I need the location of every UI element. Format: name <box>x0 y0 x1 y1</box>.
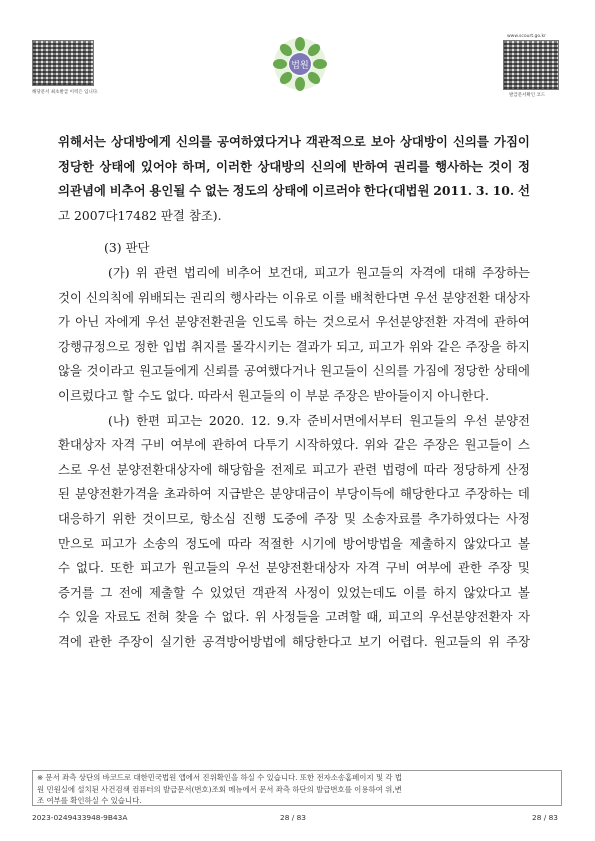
word: 이러한 <box>216 158 252 174</box>
word: 구비 <box>140 437 165 453</box>
word: 분양전 <box>494 412 530 428</box>
word: 이를 <box>402 584 427 600</box>
word: 있어야 <box>140 158 177 174</box>
word: 없다. <box>221 609 250 625</box>
word: 수 <box>191 584 204 600</box>
word: 부분 <box>305 387 330 403</box>
word: 우선 <box>145 314 170 330</box>
word: 산정 <box>505 461 530 477</box>
word: 다투기 <box>253 437 290 453</box>
word: 그 <box>100 584 113 600</box>
word: 권리의 <box>190 289 226 305</box>
word: 해당함을 <box>217 461 266 477</box>
paragraph-gap <box>58 228 530 236</box>
text-line <box>58 335 530 360</box>
word: 2020. <box>208 412 245 428</box>
issue-number: 2023-0249433948-9B43A <box>32 813 128 822</box>
word: 적절한 <box>258 535 294 551</box>
word: 우선 <box>235 560 260 576</box>
word: 방어방법을 <box>342 535 403 551</box>
word: 관하여 <box>493 314 530 330</box>
word: 볼 <box>517 584 530 600</box>
word: 자격 <box>111 437 136 453</box>
word: (나) <box>108 412 130 428</box>
word: 이유로 <box>282 289 318 305</box>
text-line <box>58 458 530 483</box>
word: 자에게 <box>104 314 141 330</box>
word: 관한 <box>88 633 112 649</box>
word: 우선 <box>87 461 112 477</box>
word: 항소심 <box>199 510 236 526</box>
word: 및 <box>344 510 357 526</box>
text-line <box>58 179 530 204</box>
word: 상태에 <box>272 183 309 199</box>
word: 하지 <box>433 584 458 600</box>
word: 사정 <box>506 510 530 526</box>
word: 주장은 <box>423 437 459 453</box>
word: 부당이득에 <box>334 486 395 502</box>
word: 자료도 <box>104 609 141 625</box>
word: 주장이 <box>118 633 155 649</box>
word: 위한 <box>111 510 136 526</box>
word: 되고, <box>336 338 364 354</box>
word: 실기한 <box>160 633 197 649</box>
text-line <box>58 359 530 384</box>
word: 인도록 <box>252 314 288 330</box>
word: 따라서 <box>197 387 234 403</box>
word: 주장 <box>314 510 338 526</box>
notice-line: 조 여부를 확인하실 수 있습니다. <box>37 796 142 805</box>
word: 사정이 <box>294 584 331 600</box>
word: 않았다고 <box>463 584 512 600</box>
word: 2011. <box>433 183 473 199</box>
text-line <box>58 261 530 286</box>
word: 우선 <box>463 412 488 428</box>
word: 원고들이 <box>464 437 513 453</box>
word: 환대상자 <box>58 437 106 453</box>
text-line <box>58 556 530 581</box>
word: 위와 <box>364 437 389 453</box>
word: 9.자 <box>276 412 301 428</box>
word: 의관념에 <box>58 183 106 199</box>
word: 및 <box>517 560 530 576</box>
word: 관한 <box>457 560 482 576</box>
notice-line: 원 민원실에 설치된 사건검색 컴퓨터의 발급문서(번호)조회 메뉴에서 문서 좌측 하단의 발급번호를 이용하여 위,변 <box>37 784 402 794</box>
word: 이르렀다고 <box>58 387 118 403</box>
word: 지급받은 <box>217 486 265 502</box>
word: 입법 <box>162 338 187 354</box>
word: 판결 <box>160 207 185 223</box>
word: 신의칙에 <box>86 289 134 305</box>
word: 취지를 <box>191 338 227 354</box>
word: 강행규정으로 <box>58 338 130 354</box>
word: 데 <box>517 486 530 502</box>
word: 원고들의 <box>355 264 404 280</box>
word: 이를 <box>322 289 346 305</box>
word: 신의에 <box>310 158 347 174</box>
word: 주장은 <box>333 387 370 403</box>
word: 준비서면에서부터 <box>307 412 403 428</box>
word: 배척한다면 <box>350 289 410 305</box>
word: 상대방에게 <box>111 134 171 149</box>
word: 않을 <box>58 363 82 379</box>
word: 정당한 <box>58 158 94 174</box>
word: 위해서는 <box>58 134 106 149</box>
word: 수 <box>58 560 70 576</box>
word: 정한 <box>134 338 159 354</box>
word: 원고들의 <box>433 633 482 649</box>
page-number-right: 28 / 83 <box>532 813 558 822</box>
word: 대응하기 <box>58 510 106 526</box>
barcode-left-caption: 해당문서 최초발급 이력은 입니다. <box>32 90 99 95</box>
word: 가 <box>58 314 70 330</box>
word: 여부에 <box>170 437 207 453</box>
word: 해당한다고 <box>399 486 460 502</box>
verification-notice <box>32 770 562 806</box>
word: 초과하여 <box>164 486 212 502</box>
word: 주장하는 <box>482 264 530 280</box>
word: 같은 <box>393 437 418 453</box>
word: 위와 <box>408 338 433 354</box>
word: 주장 <box>487 560 512 576</box>
word: 원고들의 <box>409 412 458 428</box>
text-line <box>58 630 530 655</box>
word: 스 <box>517 437 530 453</box>
word: 12. <box>250 412 271 428</box>
word: 것이므로, <box>142 510 194 526</box>
word: 객관적으로 <box>305 134 366 149</box>
document-body <box>58 130 530 654</box>
word: 된 <box>58 486 70 502</box>
word: 것이 <box>58 289 82 305</box>
word: 증거를 <box>58 584 94 600</box>
word: 분양전환 <box>442 289 490 305</box>
word: 분양대금이 <box>270 486 330 502</box>
word: 자격 <box>355 560 380 576</box>
word: 판단 <box>125 240 150 256</box>
word: 시작하였다. <box>294 437 359 453</box>
text-line <box>58 605 530 630</box>
word: 고려할 <box>325 609 362 625</box>
word: 자격에 <box>409 264 446 280</box>
word: 대상자 <box>494 289 530 305</box>
word: 몰각시키는 <box>231 338 292 354</box>
word: 있었던 <box>209 584 246 600</box>
word: 어렵다. <box>388 633 428 649</box>
word: 소송자료를 <box>362 510 423 526</box>
word: 것으로서 <box>322 314 371 330</box>
word: 3. <box>475 183 489 199</box>
word: 소송의 <box>142 535 179 551</box>
word: 없다. <box>76 560 104 576</box>
word: 분양전환대상자 <box>265 560 350 576</box>
word: 공여하였다거나 <box>217 134 301 149</box>
word: 같은 <box>437 338 462 354</box>
word: 없는 <box>204 183 229 199</box>
word: 공여했다거나 <box>243 363 316 379</box>
word: 정 <box>517 158 530 174</box>
word: 주장하는 <box>464 486 513 502</box>
word: 있었는데도 <box>336 584 397 600</box>
word: 참조). <box>188 207 222 223</box>
word: 스로 <box>58 461 82 477</box>
word: 신의를 <box>452 134 489 149</box>
word: 결과가 <box>295 338 332 354</box>
word: 보기 <box>357 633 382 649</box>
text-line <box>58 286 530 311</box>
word: 권리를 <box>393 158 430 174</box>
text-line <box>58 532 530 557</box>
word: 수도 <box>137 387 162 403</box>
word: 것이 <box>488 158 513 174</box>
text-line <box>58 384 530 409</box>
word: 신뢰를 <box>203 363 240 379</box>
word: (가) <box>108 264 130 280</box>
word: 우선 <box>414 289 438 305</box>
notice-line: ※ 문서 좌측 상단의 바코드로 대한민국법원 앱에서 진위확인을 하실 수 있습니다. 또한 전자소송홈페이지 및 각 법 <box>37 773 403 782</box>
word: 하지 <box>505 338 530 354</box>
word: 정당하게 <box>452 461 501 477</box>
word: 해당한다고 <box>292 633 352 649</box>
word: 행사라는 <box>230 289 278 305</box>
word: 대해 <box>452 264 476 280</box>
word: 추가하였다는 <box>428 510 500 526</box>
text-line <box>58 155 530 180</box>
word: 선 <box>518 183 530 199</box>
barcode-right <box>503 40 559 90</box>
word: 위 <box>135 264 148 280</box>
word: 10. <box>492 183 515 199</box>
word: 위 <box>487 633 500 649</box>
word: 이르러야 <box>312 183 360 199</box>
word: 관련 <box>153 264 178 280</box>
word: 제출하지 <box>409 535 458 551</box>
word: 법령에 <box>382 461 419 477</box>
word: 상대방의 <box>257 158 306 174</box>
word: 아니한다. <box>437 387 490 403</box>
word: 제출할 <box>149 584 185 600</box>
word: 하며, <box>182 158 211 174</box>
word: 피고가 <box>140 560 176 576</box>
word: 분양전환가격을 <box>75 486 159 502</box>
word: 비추어 <box>109 183 146 199</box>
word: 또한 <box>110 560 134 576</box>
word: 시기에 <box>300 535 337 551</box>
word: 아닌 <box>75 314 100 330</box>
word: 피고가 <box>368 338 405 354</box>
seal-text: 법원 <box>291 61 309 71</box>
word: 만으로 <box>58 535 94 551</box>
word: 원고들에게 <box>138 363 199 379</box>
word: 상태에 <box>494 363 530 379</box>
court-seal-icon <box>272 36 328 92</box>
word: 원고들이 <box>320 363 369 379</box>
word: 주장을 <box>465 338 502 354</box>
word: 전혀 <box>145 609 170 625</box>
text-line <box>58 482 530 507</box>
word: 분양전환대상자에 <box>116 461 213 477</box>
word: 피고의 <box>387 609 424 625</box>
word: 도중에 <box>272 510 308 526</box>
word: 법리에 <box>183 264 220 280</box>
word: 사정들을 <box>272 609 320 625</box>
text-line <box>58 507 530 532</box>
text-line <box>58 236 530 261</box>
word: 수 <box>204 609 217 625</box>
word: 이 <box>289 387 302 403</box>
barcode-right-caption: 발급문서확인 코드 <box>509 93 546 98</box>
word: 가짐이 <box>493 134 530 149</box>
word: 위배되는 <box>138 289 186 305</box>
word: 격에 <box>58 633 82 649</box>
word: 받아들이지 <box>373 387 434 403</box>
word: 수 <box>189 183 202 199</box>
word: 구비 <box>385 560 410 576</box>
word: 보아 <box>370 134 395 149</box>
word: 원고들의 <box>237 387 286 403</box>
word: 우선분양전환자 <box>428 609 513 625</box>
word: 분양전환권을 <box>174 314 247 330</box>
word: 한편 <box>136 412 161 428</box>
word: 진행 <box>241 510 266 526</box>
word: 신의를 <box>175 134 212 149</box>
word: 우선분양전환 <box>375 314 448 330</box>
word: 보건대, <box>267 264 308 280</box>
word: 수 <box>58 609 70 625</box>
word: 찾을 <box>175 609 199 625</box>
word: 피고가 <box>311 461 348 477</box>
word: 행사하는 <box>435 158 483 174</box>
word: 관련 <box>353 461 378 477</box>
word: 따라 <box>227 535 252 551</box>
word: 상대방이 <box>399 134 448 149</box>
word: 볼 <box>517 535 530 551</box>
word: 관하여 <box>211 437 248 453</box>
word: 있을 <box>75 609 100 625</box>
word: 피고가 <box>100 535 137 551</box>
word: 전제로 <box>270 461 307 477</box>
word: 전에 <box>118 584 143 600</box>
word: 피고는 <box>166 412 203 428</box>
word: 고 <box>58 207 70 223</box>
word: 따라 <box>423 461 448 477</box>
word: 자격에 <box>452 314 489 330</box>
word: 때, <box>366 609 383 625</box>
word: 가짐에 <box>413 363 450 379</box>
word: 주장 <box>506 633 530 649</box>
word: 않았다고 <box>463 535 512 551</box>
word: 신의를 <box>372 363 409 379</box>
text-line <box>58 310 530 335</box>
text-line <box>58 409 530 434</box>
barcode-right-url: www.scourt.go.kr <box>507 34 546 39</box>
word: 할 <box>121 387 134 403</box>
word: 정당한 <box>453 363 490 379</box>
word: 자 <box>517 609 530 625</box>
word: 용인될 <box>149 183 186 199</box>
word: 공격방어방법에 <box>202 633 286 649</box>
word: 2007다17482 <box>73 207 157 223</box>
word: 객관적 <box>252 584 288 600</box>
barcode-left <box>32 40 94 86</box>
word: 비추어 <box>225 264 262 280</box>
text-line <box>58 130 530 155</box>
word: 하는 <box>293 314 318 330</box>
word: (3) <box>104 240 122 256</box>
page-number-center: 28 / 83 <box>280 813 306 822</box>
text-line <box>58 433 530 458</box>
word: 정도에 <box>185 535 222 551</box>
word: 피고가 <box>313 264 350 280</box>
word: 정도의 <box>232 183 269 199</box>
word: 위 <box>254 609 267 625</box>
text-line <box>58 581 530 606</box>
word: 것이라고 <box>86 363 135 379</box>
word: 없다. <box>165 387 194 403</box>
text-line <box>58 204 530 229</box>
word: 원고들의 <box>182 560 230 576</box>
word: 상태에 <box>99 158 136 174</box>
word: 여부에 <box>415 560 452 576</box>
word: 한다(대법원 <box>363 183 430 199</box>
word: 반하여 <box>352 158 389 174</box>
